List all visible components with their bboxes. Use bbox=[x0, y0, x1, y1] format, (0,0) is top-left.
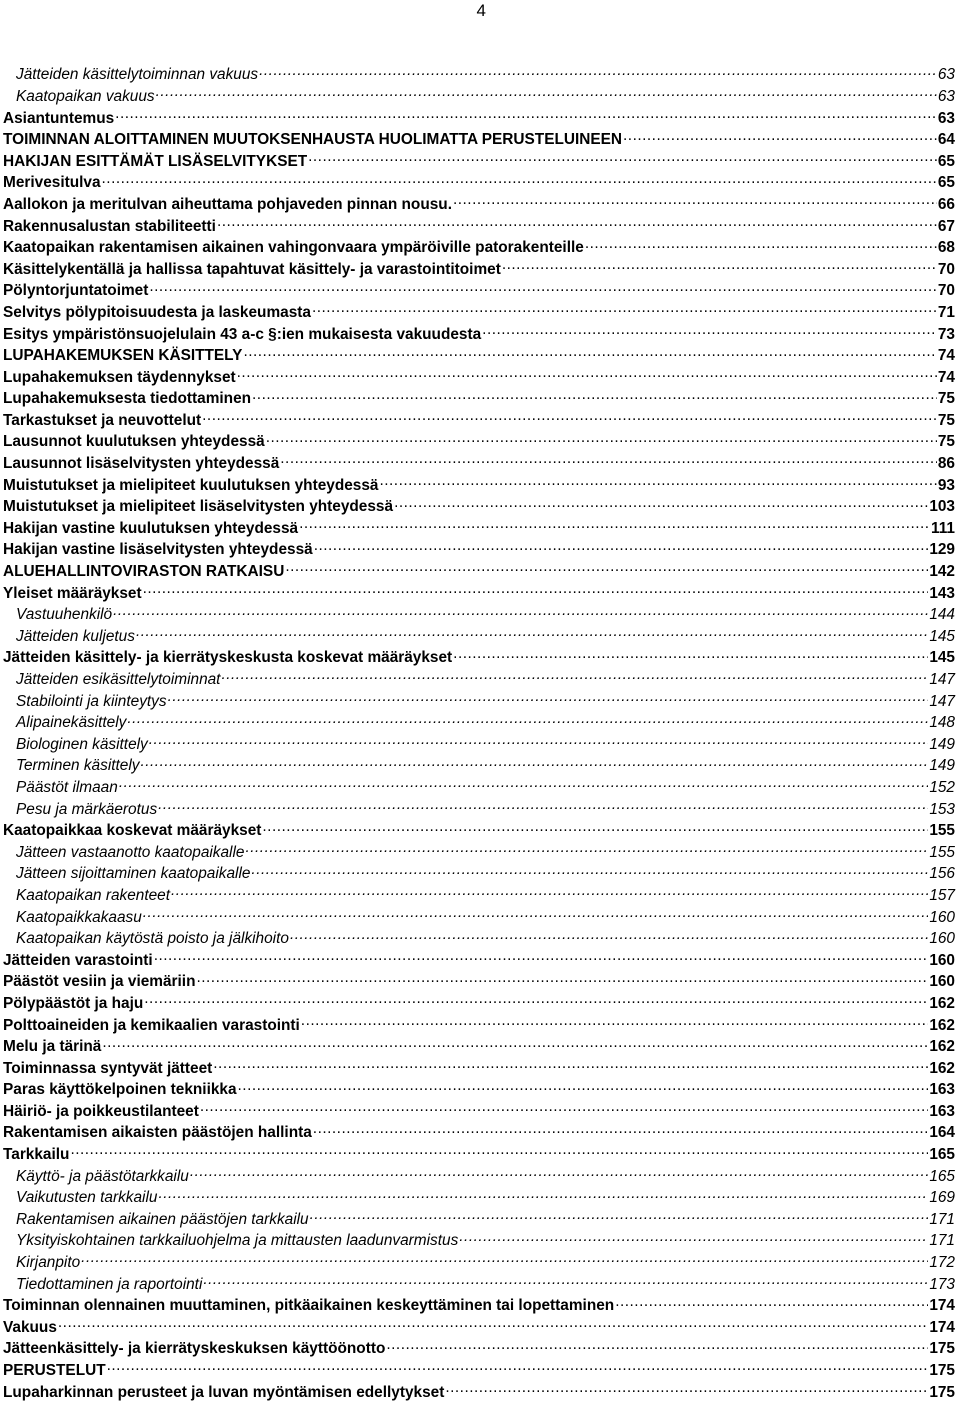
toc-entry[interactable] bbox=[0, 885, 955, 907]
toc-dot-leader bbox=[310, 1208, 929, 1223]
toc-entry-title: Kirjanpito bbox=[16, 1254, 81, 1272]
toc-entry-title: Jätteiden esikäsittelytoiminnat bbox=[16, 671, 221, 689]
toc-dot-leader bbox=[140, 755, 928, 770]
toc-dot-leader bbox=[280, 453, 937, 468]
toc-entry-page: 162 bbox=[929, 994, 955, 1012]
toc-entry-page: 74 bbox=[937, 347, 955, 365]
toc-entry-page: 164 bbox=[929, 1124, 955, 1142]
toc-entry[interactable] bbox=[0, 841, 955, 863]
toc-entry-page: 148 bbox=[929, 714, 955, 732]
toc-dot-leader bbox=[70, 1144, 928, 1159]
toc-entry-title: Kaatopaikkaa koskevat määräykset bbox=[3, 822, 262, 840]
toc-dot-leader bbox=[221, 669, 928, 684]
toc-entry[interactable] bbox=[0, 604, 955, 626]
toc-entry[interactable] bbox=[0, 129, 955, 151]
toc-entry-title: Häiriö- ja poikkeustilanteet bbox=[3, 1102, 199, 1120]
toc-dot-leader bbox=[459, 1230, 928, 1245]
toc-entry[interactable] bbox=[0, 172, 955, 194]
toc-entry[interactable] bbox=[0, 1036, 955, 1058]
toc-dot-leader bbox=[266, 431, 937, 446]
toc-entry-page: 73 bbox=[937, 325, 955, 343]
toc-entry-title: Muistutukset ja mielipiteet kuulutuksen yhteydessä bbox=[3, 476, 379, 494]
toc-dot-leader bbox=[200, 1101, 928, 1116]
toc-dot-leader bbox=[158, 1187, 928, 1202]
toc-entry-page: 67 bbox=[937, 217, 955, 235]
toc-entry[interactable] bbox=[0, 517, 955, 539]
toc-entry-page: 75 bbox=[937, 390, 955, 408]
toc-entry[interactable] bbox=[0, 539, 955, 561]
toc-dot-leader bbox=[453, 647, 928, 662]
toc-entry-title: Kaatopaikan käytöstä poisto ja jälkihoito bbox=[16, 930, 289, 948]
toc-entry[interactable] bbox=[0, 1295, 955, 1317]
toc-entry-title: Rakennusalustan stabiliteetti bbox=[3, 217, 216, 235]
toc-entry[interactable] bbox=[0, 1101, 955, 1123]
toc-entry-page: 165 bbox=[929, 1167, 955, 1185]
toc-entry-page: 70 bbox=[937, 260, 955, 278]
toc-entry-title: HAKIJAN ESITTÄMÄT LISÄSELVITYKSET bbox=[3, 152, 308, 170]
toc-entry-title: Aallokon ja meritulvan aiheuttama pohjaveden pinnan nousu. bbox=[3, 195, 452, 213]
toc-dot-leader bbox=[251, 863, 928, 878]
toc-entry[interactable] bbox=[0, 928, 955, 950]
toc-dot-leader bbox=[190, 1165, 929, 1180]
toc-entry-page: 162 bbox=[929, 1059, 955, 1077]
toc-entry-page: 93 bbox=[937, 476, 955, 494]
toc-entry-page: 174 bbox=[929, 1297, 955, 1315]
toc-entry-title: Asiantuntemus bbox=[3, 109, 115, 127]
toc-entry-page: 75 bbox=[937, 411, 955, 429]
toc-dot-leader bbox=[308, 150, 937, 165]
toc-entry-title: Yleiset määräykset bbox=[3, 584, 142, 602]
toc-dot-leader bbox=[314, 539, 929, 554]
toc-entry-page: 156 bbox=[929, 865, 955, 883]
toc-entry-page: 149 bbox=[929, 735, 955, 753]
toc-entry-title: Tarkkailu bbox=[3, 1146, 70, 1164]
toc-entry-title: LUPAHAKEMUKSEN KÄSITTELY bbox=[3, 347, 243, 365]
toc-entry[interactable] bbox=[0, 474, 955, 496]
toc-dot-leader bbox=[158, 798, 928, 813]
toc-entry-page: 63 bbox=[937, 66, 955, 84]
toc-dot-leader bbox=[119, 777, 929, 792]
toc-dot-leader bbox=[143, 582, 929, 597]
toc-entry-title: Jätteenkäsittely- ja kierrätyskeskuksen käyttöönotto bbox=[3, 1340, 386, 1358]
toc-entry-title: Terminen käsittely bbox=[16, 757, 140, 775]
toc-entry-page: 65 bbox=[937, 174, 955, 192]
toc-entry[interactable] bbox=[0, 410, 955, 432]
toc-entry[interactable] bbox=[0, 777, 955, 799]
toc-dot-leader bbox=[301, 1014, 929, 1029]
toc-entry[interactable] bbox=[0, 712, 955, 734]
toc-entry-title: Jätteiden kuljetus bbox=[16, 627, 135, 645]
toc-entry[interactable] bbox=[0, 1208, 955, 1230]
toc-entry[interactable] bbox=[0, 863, 955, 885]
toc-dot-leader bbox=[156, 86, 937, 101]
toc-entry-page: 175 bbox=[929, 1362, 955, 1380]
toc-entry-page: 165 bbox=[929, 1146, 955, 1164]
toc-entry[interactable] bbox=[0, 453, 955, 475]
toc-entry-title: Alipainekäsittely bbox=[16, 714, 127, 732]
toc-entry-page: 152 bbox=[929, 778, 955, 796]
toc-dot-leader bbox=[149, 733, 929, 748]
toc-entry-title: Rakentamisen aikainen päästöjen tarkkailu bbox=[16, 1210, 309, 1228]
toc-entry-page: 171 bbox=[929, 1232, 955, 1250]
toc-dot-leader bbox=[213, 1057, 928, 1072]
toc-entry[interactable] bbox=[0, 820, 955, 842]
toc-entry-title: Tarkastukset ja neuvottelut bbox=[3, 411, 202, 429]
toc-entry-title: Jätteen sijoittaminen kaatopaikalle bbox=[16, 865, 251, 883]
toc-entry[interactable] bbox=[0, 150, 955, 172]
toc-entry[interactable] bbox=[0, 237, 955, 259]
toc-entry-title: TOIMINNAN ALOITTAMINEN MUUTOKSENHAUSTA HUOLIMATTA PERUSTELUINEEN bbox=[3, 131, 623, 149]
toc-dot-leader bbox=[379, 474, 936, 489]
toc-dot-leader bbox=[217, 215, 937, 230]
toc-entry[interactable] bbox=[0, 1360, 955, 1382]
toc-entry[interactable] bbox=[0, 258, 955, 280]
toc-entry-page: 103 bbox=[929, 498, 955, 516]
toc-dot-leader bbox=[299, 517, 930, 532]
toc-entry-page: 173 bbox=[929, 1275, 955, 1293]
toc-entry-page: 65 bbox=[937, 152, 955, 170]
toc-dot-leader bbox=[154, 949, 929, 964]
toc-dot-leader bbox=[252, 388, 937, 403]
toc-entry[interactable] bbox=[0, 1316, 955, 1338]
toc-entry[interactable] bbox=[0, 1122, 955, 1144]
toc-dot-leader bbox=[237, 366, 937, 381]
toc-entry[interactable] bbox=[0, 215, 955, 237]
toc-entry-page: 163 bbox=[929, 1102, 955, 1120]
toc-entry[interactable] bbox=[0, 194, 955, 216]
toc-entry[interactable] bbox=[0, 1381, 955, 1403]
toc-dot-leader bbox=[623, 129, 937, 144]
toc-dot-leader bbox=[202, 410, 937, 425]
toc-entry-page: 63 bbox=[937, 109, 955, 127]
toc-entry-page: 174 bbox=[929, 1318, 955, 1336]
toc-dot-leader bbox=[127, 712, 928, 727]
toc-dot-leader bbox=[312, 302, 937, 317]
toc-entry-page: 160 bbox=[929, 973, 955, 991]
toc-entry[interactable] bbox=[0, 323, 955, 345]
toc-entry[interactable] bbox=[0, 86, 955, 108]
toc-entry[interactable] bbox=[0, 625, 955, 647]
toc-dot-leader bbox=[615, 1295, 928, 1310]
toc-dot-leader bbox=[502, 258, 937, 273]
toc-dot-leader bbox=[285, 561, 928, 576]
toc-entry[interactable] bbox=[0, 431, 955, 453]
toc-entry-title: Kaatopaikkakaasu bbox=[16, 908, 142, 926]
toc-dot-leader bbox=[102, 1036, 928, 1051]
toc-entry[interactable] bbox=[0, 669, 955, 691]
toc-entry-page: 175 bbox=[929, 1340, 955, 1358]
toc-dot-leader bbox=[585, 237, 937, 252]
toc-dot-leader bbox=[81, 1252, 928, 1267]
toc-entry-title: Lausunnot kuulutuksen yhteydessä bbox=[3, 433, 265, 451]
toc-entry-page: 74 bbox=[937, 368, 955, 386]
toc-entry-title: Toiminnassa syntyvät jätteet bbox=[3, 1059, 213, 1077]
toc-entry-page: 147 bbox=[929, 671, 955, 689]
toc-entry[interactable] bbox=[0, 971, 955, 993]
toc-entry[interactable] bbox=[0, 582, 955, 604]
toc-entry-title: Vaikutusten tarkkailu bbox=[16, 1189, 158, 1207]
toc-entry-page: 147 bbox=[929, 692, 955, 710]
toc-entry-page: 162 bbox=[929, 1038, 955, 1056]
toc-entry-title: Merivesitulva bbox=[3, 174, 101, 192]
toc-entry-page: 162 bbox=[929, 1016, 955, 1034]
toc-entry-title: ALUEHALLINTOVIRASTON RATKAISU bbox=[3, 563, 285, 581]
toc-entry-title: Paras käyttökelpoinen tekniikka bbox=[3, 1081, 237, 1099]
toc-entry[interactable] bbox=[0, 345, 955, 367]
table-of-contents bbox=[0, 64, 955, 1403]
toc-entry-title: Käsittelykentällä ja hallissa tapahtuvat käsittely- ja varastointitoimet bbox=[3, 260, 501, 278]
toc-dot-leader bbox=[102, 172, 937, 187]
toc-dot-leader bbox=[171, 885, 928, 900]
toc-dot-leader bbox=[115, 107, 937, 122]
toc-entry-title: Hakijan vastine kuulutuksen yhteydessä bbox=[3, 519, 299, 537]
toc-entry[interactable] bbox=[0, 1079, 955, 1101]
toc-entry-page: 149 bbox=[929, 757, 955, 775]
toc-entry-page: 143 bbox=[929, 584, 955, 602]
toc-entry-page: 75 bbox=[937, 433, 955, 451]
toc-entry-title: Lupahakemuksen täydennykset bbox=[3, 368, 236, 386]
toc-entry-title: Jätteen vastaanotto kaatopaikalle bbox=[16, 843, 245, 861]
toc-entry-page: 63 bbox=[937, 87, 955, 105]
toc-entry-title: Yksityiskohtainen tarkkailuohjelma ja mittausten laadunvarmistus bbox=[16, 1232, 459, 1250]
toc-entry-title: Pesu ja märkäerotus bbox=[16, 800, 158, 818]
toc-entry-page: 145 bbox=[929, 649, 955, 667]
toc-entry-title: Lausunnot lisäselvitysten yhteydessä bbox=[3, 455, 280, 473]
toc-entry[interactable] bbox=[0, 1252, 955, 1274]
toc-entry-title: Lupahakemuksesta tiedottaminen bbox=[3, 390, 252, 408]
toc-entry[interactable] bbox=[0, 280, 955, 302]
toc-entry-page: 172 bbox=[929, 1254, 955, 1272]
toc-entry-page: 153 bbox=[929, 800, 955, 818]
toc-entry-title: Käyttö- ja päästötarkkailu bbox=[16, 1167, 189, 1185]
toc-entry-title: Lupaharkinnan perusteet ja luvan myöntämisen edellytykset bbox=[3, 1383, 445, 1401]
toc-dot-leader bbox=[394, 496, 928, 511]
toc-entry-page: 142 bbox=[929, 563, 955, 581]
toc-entry-title: Biologinen käsittely bbox=[16, 735, 148, 753]
toc-entry-title: Jätteiden käsittely- ja kierrätyskeskusta koskevat määräykset bbox=[3, 649, 453, 667]
toc-dot-leader bbox=[168, 690, 929, 705]
toc-dot-leader bbox=[313, 1122, 929, 1137]
toc-entry-title: Pölypäästöt ja haju bbox=[3, 994, 144, 1012]
toc-dot-leader bbox=[290, 928, 928, 943]
toc-entry[interactable] bbox=[0, 755, 955, 777]
toc-entry-page: 160 bbox=[929, 908, 955, 926]
toc-entry-title: Tiedottaminen ja raportointi bbox=[16, 1275, 203, 1293]
toc-entry-page: 155 bbox=[929, 843, 955, 861]
toc-entry-page: 144 bbox=[929, 606, 955, 624]
toc-dot-leader bbox=[386, 1338, 928, 1353]
toc-dot-leader bbox=[453, 194, 937, 209]
toc-entry-title: Selvitys pölypitoisuudesta ja laskeumasta bbox=[3, 303, 311, 321]
toc-dot-leader bbox=[107, 1360, 929, 1375]
toc-entry[interactable] bbox=[0, 1338, 955, 1360]
toc-entry-title: Vakuus bbox=[3, 1318, 57, 1336]
toc-entry[interactable] bbox=[0, 1144, 955, 1166]
toc-entry[interactable] bbox=[0, 949, 955, 971]
toc-entry-page: 171 bbox=[929, 1210, 955, 1228]
toc-entry-title: Hakijan vastine lisäselvitysten yhteydessä bbox=[3, 541, 313, 559]
toc-entry[interactable] bbox=[0, 993, 955, 1015]
toc-entry-page: 169 bbox=[929, 1189, 955, 1207]
toc-entry-title: Rakentamisen aikaisten päästöjen hallinta bbox=[3, 1124, 312, 1142]
toc-dot-leader bbox=[243, 345, 936, 360]
toc-entry-title: Stabilointi ja kiinteytys bbox=[16, 692, 167, 710]
toc-dot-leader bbox=[259, 64, 937, 79]
toc-entry-page: 155 bbox=[929, 822, 955, 840]
toc-entry-title: Toiminnan olennainen muuttaminen, pitkäaikainen keskeyttäminen tai lopettaminen bbox=[3, 1297, 615, 1315]
toc-entry[interactable] bbox=[0, 1187, 955, 1209]
toc-entry[interactable] bbox=[0, 690, 955, 712]
toc-entry[interactable] bbox=[0, 107, 955, 129]
toc-entry-page: 68 bbox=[937, 239, 955, 257]
toc-dot-leader bbox=[143, 906, 929, 921]
toc-entry-page: 64 bbox=[937, 131, 955, 149]
toc-entry-page: 145 bbox=[929, 627, 955, 645]
toc-entry[interactable] bbox=[0, 388, 955, 410]
toc-entry-page: 70 bbox=[937, 282, 955, 300]
toc-entry[interactable] bbox=[0, 647, 955, 669]
toc-entry-page: 66 bbox=[937, 195, 955, 213]
toc-dot-leader bbox=[58, 1316, 928, 1331]
toc-entry-title: Jätteiden käsittelytoiminnan vakuus bbox=[16, 66, 259, 84]
toc-entry-title: Päästöt vesiin ja viemäriin bbox=[3, 973, 196, 991]
toc-entry[interactable] bbox=[0, 1057, 955, 1079]
toc-entry-title: Jätteiden varastointi bbox=[3, 951, 153, 969]
toc-entry-title: Kaatopaikan rakentamisen aikainen vahingonvaara ympäröiville patorakenteille bbox=[3, 239, 584, 257]
toc-entry[interactable] bbox=[0, 906, 955, 928]
toc-dot-leader bbox=[203, 1273, 928, 1288]
toc-dot-leader bbox=[196, 971, 928, 986]
toc-entry-page: 71 bbox=[937, 303, 955, 321]
toc-entry-title: Esitys ympäristönsuojelulain 43 a-c §:ien mukaisesta vakuudesta bbox=[3, 325, 482, 343]
toc-dot-leader bbox=[238, 1079, 929, 1094]
toc-entry[interactable] bbox=[0, 302, 955, 324]
toc-dot-leader bbox=[136, 625, 928, 640]
toc-entry-title: Päästöt ilmaan bbox=[16, 778, 118, 796]
toc-entry[interactable] bbox=[0, 1165, 955, 1187]
toc-entry[interactable] bbox=[0, 496, 955, 518]
toc-dot-leader bbox=[245, 841, 928, 856]
toc-entry[interactable] bbox=[0, 1014, 955, 1036]
toc-dot-leader bbox=[262, 820, 928, 835]
toc-dot-leader bbox=[445, 1381, 928, 1396]
toc-entry-page: 160 bbox=[929, 930, 955, 948]
toc-entry-page: 111 bbox=[931, 519, 955, 537]
toc-entry-title: Kaatopaikan vakuus bbox=[16, 87, 155, 105]
toc-entry-page: 129 bbox=[929, 541, 955, 559]
toc-dot-leader bbox=[482, 323, 937, 338]
toc-entry-page: 86 bbox=[937, 455, 955, 473]
toc-entry-title: PERUSTELUT bbox=[3, 1362, 106, 1380]
toc-entry[interactable] bbox=[0, 64, 955, 86]
toc-dot-leader bbox=[149, 280, 937, 295]
toc-entry-title: Pölyntorjuntatoimet bbox=[3, 282, 149, 300]
toc-entry-title: Vastuuhenkilö bbox=[16, 606, 113, 624]
toc-entry[interactable] bbox=[0, 1230, 955, 1252]
toc-entry-page: 163 bbox=[929, 1081, 955, 1099]
toc-entry-title: Polttoaineiden ja kemikaalien varastointi bbox=[3, 1016, 300, 1034]
page-number: 4 bbox=[476, 1, 486, 20]
toc-entry-title: Muistutukset ja mielipiteet lisäselvitysten yhteydessä bbox=[3, 498, 394, 516]
toc-entry[interactable] bbox=[0, 1273, 955, 1295]
toc-entry-page: 175 bbox=[929, 1383, 955, 1401]
toc-entry[interactable] bbox=[0, 561, 955, 583]
toc-entry[interactable] bbox=[0, 798, 955, 820]
toc-entry-page: 160 bbox=[929, 951, 955, 969]
toc-entry[interactable] bbox=[0, 366, 955, 388]
toc-dot-leader bbox=[113, 604, 928, 619]
toc-dot-leader bbox=[144, 993, 928, 1008]
toc-entry-title: Kaatopaikan rakenteet bbox=[16, 886, 171, 904]
toc-entry[interactable] bbox=[0, 733, 955, 755]
toc-entry-page: 157 bbox=[929, 886, 955, 904]
toc-entry-title: Melu ja tärinä bbox=[3, 1038, 102, 1056]
